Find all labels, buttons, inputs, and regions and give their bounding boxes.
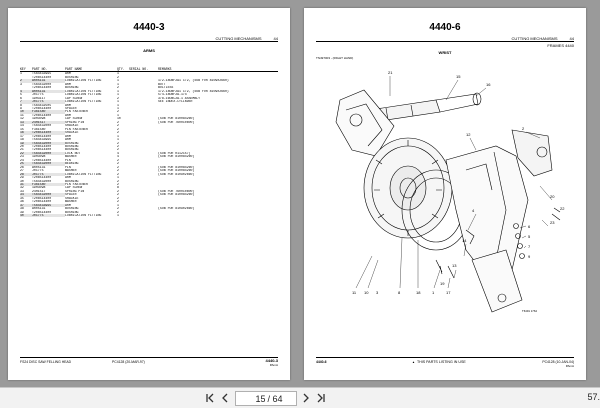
table-cell: 2 [117,182,119,186]
table-cell: BUSHING [65,144,79,148]
table-cell: SPRING PIN [65,189,85,193]
table-cell: 1 [117,100,119,104]
warning-triangle-icon: ▲ [412,360,415,364]
column-header: SERIAL NO. [129,68,158,72]
callout-16: 16 [486,82,491,87]
callout-21: 21 [388,70,393,75]
callout-15: 15 [456,74,461,79]
table-cell: (SUB FOR 760010600) [158,120,195,124]
table-cell: (SUB FOR 760010600) [158,189,195,193]
table-cell: 1 [117,71,119,76]
table-cell: J01775 [32,214,65,217]
table-cell: CAP SCREW [65,117,83,121]
table-cell: 39 [20,210,24,214]
table-cell: 2 [117,193,119,197]
table-cell: 34 [20,193,32,196]
table-cell: T564432000 [32,162,65,165]
table-cell: BUSHING [65,207,79,211]
callout-6: 6 [528,224,531,229]
table-cell: T208514400 [32,134,52,138]
table-cell: 2 [117,144,119,148]
table-cell: CAP SCREW [65,186,83,190]
table-cell: F361580 [32,183,65,186]
table-cell: 1 [117,103,119,107]
table-cell: 2 [117,165,119,169]
callout-18: 18 [416,290,421,295]
table-cell: F361580 [32,110,65,113]
table-cell: 2 [117,110,119,114]
table-cell: 1 [20,71,22,76]
callout-3: 3 [376,290,379,295]
table-cell: T208514400 [32,196,52,200]
table-cell: 23 [20,155,24,159]
table-cell: T564432000 [32,152,65,155]
table-cell: 21 [20,148,24,152]
table-cell: SHACKLE [65,196,79,200]
table-cell: SHACKLE [65,124,79,128]
table-cell: 17 [20,134,24,138]
table-cell: 2 [117,189,119,193]
callout-4: 4 [472,208,475,213]
footer-code: PC4128 (10-JAN-04) PAmA [542,360,574,368]
table-cell: LUBRICATION FITTING [65,93,102,97]
table-cell: 4 [117,155,119,159]
table-cell: 1 [117,79,119,83]
callout-12: 12 [466,132,471,137]
callout-19: 19 [440,281,445,286]
table-cell: T208514400 [32,113,52,117]
table-cell: T564433995 [32,138,52,142]
table-cell: BUSHING [65,86,79,90]
table-cell [129,214,158,217]
table-cell: PIN FASTENER [65,182,88,186]
table-cell: 10 [117,117,121,121]
table-cell: T564432000 [32,179,52,183]
table-cell: ARM [65,138,71,142]
table-cell: PIN [65,165,71,169]
table-cell: 2 [117,127,119,131]
footer-rule [20,357,278,358]
table-cell: 5/4-18UNF2A-1/4 [158,93,187,97]
table-cell: 24H1517 [32,189,46,193]
table-cell: 5 [20,93,22,97]
table-cell: F361580 [32,127,46,131]
table-cell: T208514400 [32,106,52,110]
callout-13: 13 [452,263,457,268]
table-cell: (SUB FOR 810084260) [158,165,195,169]
table-cell: 1/2-18UNF2A1 1/2, (SUB FOR 810902660) [158,89,229,93]
callout-9: 9 [528,254,531,259]
table-cell: T208514400 [32,131,65,134]
first-page-button[interactable] [204,392,216,404]
table-cell: 2 [117,148,119,152]
table-cell: SPRING PIN [65,120,85,124]
table-cell: 40 [20,214,32,217]
table-cell: 38 [20,207,24,211]
table-cell: 24H1517 [32,121,65,124]
table-cell: 31 [20,183,32,186]
table-cell: AR05131 [32,90,65,93]
first-page-icon [205,393,215,403]
table-cell: T208514400 [32,200,52,204]
table-cell: 19H3098 [32,117,46,121]
callout-10: 10 [364,290,369,295]
callout-5: 5 [528,234,531,239]
table-cell [158,214,278,217]
callout-20: 20 [550,194,555,199]
left-page [8,8,290,380]
table-cell: 14 [20,124,24,128]
table-cell: 1 [117,134,119,138]
table-cell: PIN [65,158,71,162]
callout-7: 7 [528,244,531,249]
table-cell: PIN FASTENER [65,127,88,131]
column-header: KEY [20,68,32,72]
table-cell: 37 [20,204,32,207]
table-cell: (SUB FOR 810084260) [158,193,195,197]
table-cell: 11 [20,113,24,117]
table-cell: 6 [20,96,22,100]
table-cell: 19H3098 [32,155,46,159]
table-cell: T208514400 [32,210,52,214]
table-cell: LUBRICATION FITTING [65,89,102,93]
zoom-level[interactable]: 57. [587,392,600,402]
table-cell: J01775 [32,100,65,103]
chevron-left-icon [220,393,230,403]
table-cell: 8 [20,103,22,107]
table-cell: (SUB FOR 810084260) [158,169,195,173]
table-cell: ARM [65,113,71,117]
table-cell: 2 [117,86,119,90]
callout-11: 11 [352,290,357,295]
table-cell: 2 [117,131,119,135]
table-cell: 2 [117,207,119,211]
table-cell: T208514400 [32,158,52,162]
table-cell: LUBRICATION FITTING [65,172,102,176]
callout-2: 2 [522,126,525,131]
table-cell: 2 [117,75,119,79]
wrist-rotator-disc [364,138,452,238]
chevron-right-icon [301,393,311,403]
table-cell: ARM [65,203,71,207]
table-cell: T208514400 [32,86,52,90]
table-cell: BEARING [65,162,79,166]
table-cell: 27 [20,169,24,173]
table-cell: BUSHING [65,179,79,183]
table-cell: LUBRICATION FITTING [65,100,102,104]
table-cell: 2 [117,200,119,204]
table-cell: 1 [117,214,119,218]
table-cell: 4 [20,90,32,93]
table-cell: 2 [117,120,119,124]
header-section: CUTTING MECHANISMS 44 [511,36,574,41]
table-cell: 2 [117,124,119,128]
table-cell: 19 [20,142,32,145]
table-cell: 2 [117,162,119,166]
table-cell: J01775 [32,93,44,97]
next-page-button[interactable] [300,392,312,404]
total-pages-label: / 64 [267,393,283,404]
table-cell: PIN FASTENER [65,110,88,114]
table-cell: 18 [20,138,24,142]
table-cell: T564433995 [32,71,52,76]
table-cell: 35 [20,196,24,200]
footer-code: PC4128 (20-MAR-97) [112,360,145,364]
table-cell: 1 [117,89,119,93]
table-cell: (SUB FOR 810902660) [158,172,195,176]
section-title: ARMS [143,48,155,53]
table-cell: BUSHING [65,210,79,214]
column-header: PART NAME [65,68,117,72]
table-cell: SEE INDEX-CYLINDER [158,100,193,104]
table-cell: 1 [117,93,119,97]
footer-page-number: 4440-3 PAmA [265,358,278,367]
table-cell: BUTT [158,82,166,86]
table-cell: (SUB FOR R112157) [158,151,191,155]
table-cell: LOCK NUT [65,151,81,155]
column-header: REMARKS [158,68,278,72]
table-cell: 30 [20,179,24,183]
callout-8: 8 [398,290,401,295]
table-cell: 19H3117 [32,96,46,100]
table-cell: 26 [20,165,24,169]
table-cell: SHACKLE [65,131,79,135]
table-cell: 2 [117,141,119,145]
callout-23: 23 [550,220,555,225]
table-cell: ARM [65,103,71,107]
table-cell: 2 [117,169,119,173]
wrist-exploded-diagram [316,60,574,320]
table-cell: 1/2-18UNF2A1 1/2, (SUB FOR 810902660) [158,79,229,83]
header-frame: FRAMES 4440 [547,43,574,48]
table-cell: 2 [117,96,119,100]
table-cell: 33 [20,189,24,193]
table-cell: 28 [20,173,32,176]
table-cell: T208514400 [32,176,52,180]
footer-title: FS24 DISC SAW FELLING HEAD [20,360,72,364]
table-cell: 1 [117,113,119,117]
table-cell: SPACER [65,193,77,197]
parts-table-body [20,72,278,218]
last-page-button[interactable] [315,392,327,404]
table-cell: 25 [20,162,32,165]
table-cell: T564432000 [32,82,52,86]
section-title: WRIST [438,50,452,55]
table-cell: ARM [65,134,71,138]
callout-22: 22 [560,206,565,211]
table-cell: 3/8-16UNC2A-1 ASSEMBLY [158,96,201,100]
table-cell: LUBRICATION FITTING [65,214,102,218]
table-cell: 32 [20,186,24,190]
table-cell: (SUB FOR 810084260) [158,155,195,159]
table-cell: 1 [117,176,119,180]
table-cell: T564433995 [32,204,65,207]
callout-1: 1 [432,290,435,295]
header-section: CUTTING MECHANISMS 44 [215,36,278,41]
table-cell: 4 [117,151,119,155]
table-cell: 36 [20,200,24,204]
table-cell: BUSHING [65,148,79,152]
table-cell: 20 [20,144,24,148]
page-number-input[interactable] [249,394,265,404]
table-cell: LUBRICATION FITTING [65,79,102,83]
parts-table [20,68,278,217]
table-cell: ARM [65,176,71,180]
table-cell: WASHER [65,155,77,159]
table-cell: 10 [20,110,32,113]
table-cell: T208514400 [32,144,52,148]
table-cell: 13 [20,121,32,124]
table-cell: 29 [20,176,24,180]
table-cell: AR05131 [32,79,65,82]
table-cell: (SUB FOR 810084260) [158,117,195,121]
footer-rule [316,357,574,358]
table-cell: 24 [20,158,24,162]
right-page [304,8,586,380]
table-row [20,214,278,217]
table-cell: 2 [117,172,119,176]
page-indicator [235,391,297,406]
table-cell: T208514400 [32,75,52,79]
table-cell: BOLTLESS [158,86,174,90]
table-cell: 9 [20,106,22,110]
table-cell: WASHER [65,169,77,173]
table-cell: BUSHING [65,141,79,145]
table-cell: WASHER [65,200,77,204]
table-cell: CAP SCREW [65,96,83,100]
callout-17: 17 [446,290,451,295]
table-cell: 16 [20,131,32,134]
page-number: 4440-3 [133,22,165,33]
table-cell: AR05131 [32,165,46,169]
table-cell: 3 [20,82,22,86]
table-cell: J01775 [32,169,44,173]
page-number: 4440-6 [429,22,461,33]
footer-notice: ▲ THIS PARTS LISTING IN USE [412,360,466,364]
table-cell: AR05131 [32,207,46,211]
table-cell: ARM [65,82,71,86]
column-header: PART NO. [32,68,65,72]
table-cell: 15 [20,127,24,131]
table-cell: 7 [20,100,32,103]
table-cell: 1 [117,203,119,207]
column-header: QTY. [117,68,129,72]
table-cell: J01775 [32,173,65,176]
table-cell: T564432000 [32,124,52,128]
table-cell: 1 [117,82,119,86]
callout-14: 14 [462,238,467,243]
header-rule [316,41,574,42]
viewer-toolbar [0,387,600,408]
table-cell: ARM [65,71,71,76]
table-cell: 2 [117,210,119,214]
table-cell: SPACER [65,106,77,110]
table-cell: 22 [20,152,32,155]
table-cell: 1 [117,106,119,110]
table-cell: 2 [117,196,119,200]
table-cell: 8 [117,186,119,190]
last-page-icon [316,393,326,403]
table-cell: T564432505 [32,103,52,107]
table-cell: 1 [117,138,119,142]
table-cell: T564432000 [32,193,65,196]
table-cell: BUSHING [65,75,79,79]
serial-note: TN497003 - (RIGHT HAND) [316,56,354,60]
table-cell: 2 [117,179,119,183]
previous-page-button[interactable] [219,392,231,404]
footer-page-number: 4440-6 [316,360,327,364]
table-cell: 2 [20,79,32,82]
table-cell: 2 [117,158,119,162]
table-cell: 19H3098 [32,186,46,190]
figure-code: T6491 1764 [522,309,537,313]
table-cell: T564432000 [32,142,65,145]
table-cell: T208514400 [32,148,52,152]
table-cell: (SUB FOR 810902660) [158,207,195,211]
table-cell: 12 [20,117,24,121]
header-rule [20,41,278,42]
